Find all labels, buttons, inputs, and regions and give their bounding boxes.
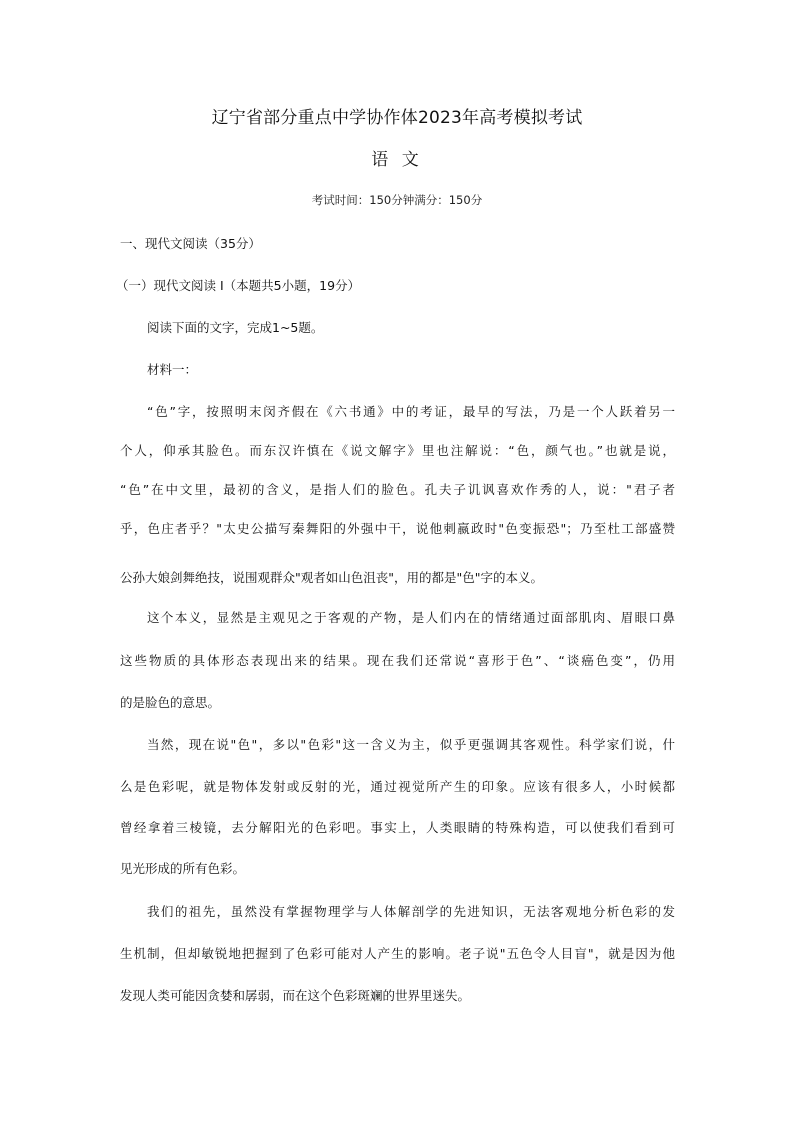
paragraph-1-line-5: 公孙大娘剑舞绝技，说围观群众"观者如山色沮丧"，用的都是"色"字的本义。 xyxy=(120,570,543,585)
sub-section-heading: （一）现代文阅读 Ⅰ（本题共5小题，19分） xyxy=(116,278,361,293)
paragraph-3-line-2: 么是色彩呢，就是物体发射或反射的光，通过视觉所产生的印象。应该有很多人，小时候都 xyxy=(120,779,675,794)
paragraph-3-line-3: 曾经拿着三棱镜，去分解阳光的色彩吧。事实上，人类眼睛的特殊构造，可以使我们看到可 xyxy=(120,820,675,835)
exam-title: 辽宁省部分重点中学协作体2023年高考模拟考试 xyxy=(211,108,583,128)
paragraph-1-line-4: 乎，色庄者乎？"太史公描写秦舞阳的外强中干，说他刺嬴政时"色变振恐"；乃至杜工部盛赞 xyxy=(120,521,675,536)
subject-title: 语 文 xyxy=(371,150,423,170)
paragraph-4-line-3: 发现人类可能因贪婪和孱弱，而在这个色彩斑斓的世界里迷失。 xyxy=(120,988,471,1003)
paragraph-3-line-1: 当然，现在说"色"，多以"色彩"这一含义为主，似乎更强调其客观性。科学家们说，什 xyxy=(147,737,675,752)
exam-info: 考试时间：150分钟满分：150分 xyxy=(311,193,483,207)
paragraph-4-line-1: 我们的祖先，虽然没有掌握物理学与人体解剖学的先进知识，无法客观地分析色彩的发 xyxy=(147,904,675,919)
paragraph-2-line-3: 的是脸色的意思。 xyxy=(120,695,221,710)
paragraph-1-line-2: 个人，仰承其脸色。而东汉许慎在《说文解字》里也注解说：“色，颜气也。”也就是说， xyxy=(120,443,675,458)
material-label: 材料一： xyxy=(147,362,198,377)
paragraph-2-line-2: 这些物质的具体形态表现出来的结果。现在我们还常说“喜形于色”、“谈癌色变”，仍用 xyxy=(120,653,675,668)
paragraph-4-line-2: 生机制，但却敏锐地把握到了色彩可能对人产生的影响。老子说"五色令人目盲"，就是因为他 xyxy=(120,946,675,961)
paragraph-3-line-4: 见光形成的所有色彩。 xyxy=(120,861,246,876)
section-heading: 一、现代文阅读（35分） xyxy=(120,236,261,251)
reading-instruction: 阅读下面的文字，完成1~5题。 xyxy=(147,320,324,335)
paragraph-2-line-1: 这个本义，显然是主观见之于客观的产物，是人们内在的情绪通过面部肌肉、眉眼口鼻 xyxy=(147,610,675,625)
paragraph-1-line-3: “色”在中文里，最初的含义，是指人们的脸色。孔夫子讥讽喜欢作秀的人，说："君子者 xyxy=(120,482,675,497)
paragraph-1-line-1: “色”字，按照明末闵齐假在《六书通》中的考证，最早的写法，乃是一个人跃着另一 xyxy=(147,404,675,419)
